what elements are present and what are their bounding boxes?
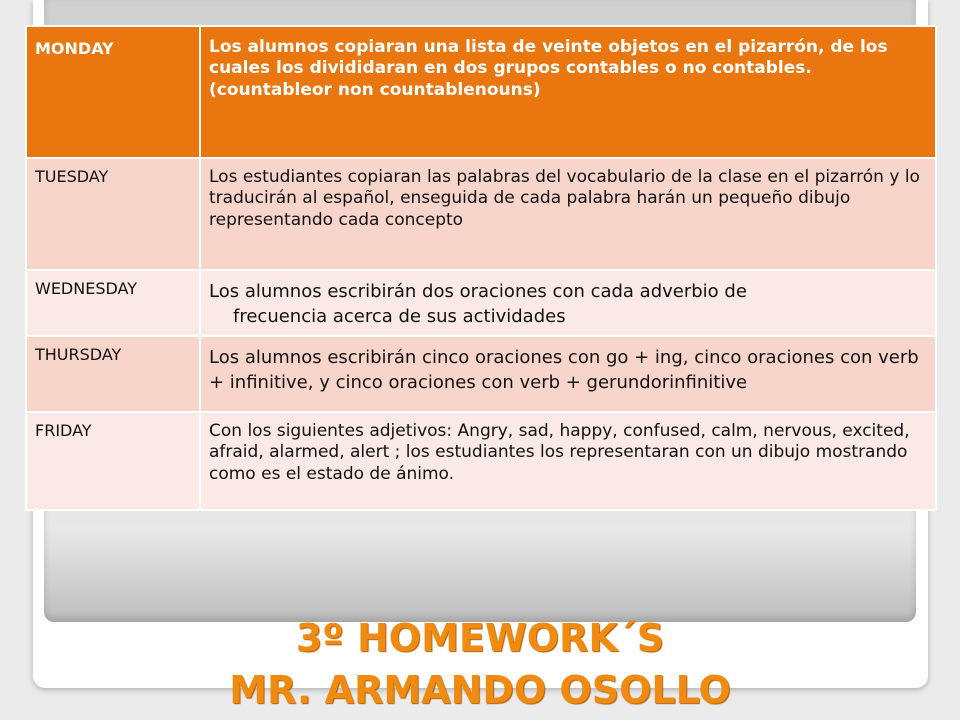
activity-line: Los alumnos escribirán dos oraciones con cada adverbio de — [209, 281, 747, 302]
day-cell: MONDAY — [26, 26, 200, 158]
teacher-name: MR. ARMANDO OSOLLO — [229, 668, 731, 712]
day-cell: THURSDAY — [26, 336, 200, 412]
table-row-thursday — [26, 336, 936, 412]
day-cell: FRIDAY — [26, 412, 200, 510]
table-row-tuesday — [26, 158, 936, 270]
activity-cell: Los alumnos escribirán cinco oraciones con go + ing, cinco oraciones con verb + infinitive, y cinco oraciones con verb + gerundorinfinitive — [200, 336, 936, 412]
table-row-friday — [26, 412, 936, 510]
table-row-monday — [26, 26, 936, 158]
slide-title: 3º HOMEWORK´S — [295, 616, 665, 660]
activity-line: frecuencia acerca de sus actividades — [233, 306, 566, 328]
activity-cell: Los estudiantes copiaran las palabras del vocabulario de la clase en el pizarrón y lo traducirán al español, enseguida de cada palabra harán un pequeño dibujo representando cada concepto — [200, 158, 936, 270]
activity-cell — [200, 270, 936, 336]
activity-cell: Los alumnos copiaran una lista de veinte objetos en el pizarrón, de los cuales los divididaran en dos grupos contables o no contables. (countableor non countablenouns) — [200, 26, 936, 158]
day-cell: TUESDAY — [26, 158, 200, 270]
activity-cell: Con los siguientes adjetivos: Angry, sad, happy, confused, calm, nervous, excited, afraid, alarmed, alert ; los estudiantes los representaran con un dibujo mostrando como es el estado de ánimo. — [200, 412, 936, 510]
day-cell: WEDNESDAY — [26, 270, 200, 336]
table-row-wednesday — [26, 270, 936, 336]
homework-table — [25, 25, 937, 511]
